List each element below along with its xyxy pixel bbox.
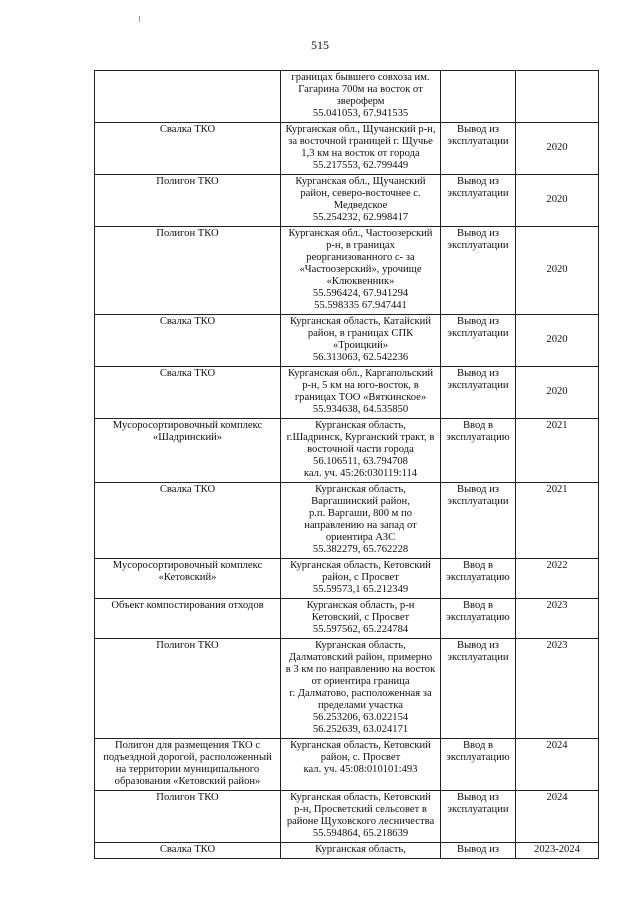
- facility-location: границах бывшего совхоза им. Гагарина 700м на восток от звероферм 55.041053, 67.941535: [281, 71, 441, 123]
- table-row: [95, 599, 599, 639]
- facility-name: Свалка ТКО: [95, 367, 281, 419]
- table-row: [95, 175, 599, 227]
- facility-action: Вывод из: [441, 843, 516, 859]
- facility-name: Полигон ТКО: [95, 639, 281, 739]
- facility-action: [441, 71, 516, 123]
- waste-facilities-table: [94, 70, 599, 859]
- table-row: [95, 559, 599, 599]
- facility-name: Свалка ТКО: [95, 315, 281, 367]
- facility-year: 2021: [516, 419, 599, 483]
- facility-name: Мусоросортировочный комплекс «Кетовский»: [95, 559, 281, 599]
- facility-name: Полигон для размещения ТКО с подъездной дорогой, расположенный на территории муниципального образования «Кетовский район»: [95, 739, 281, 791]
- facility-year: 2020: [516, 227, 599, 315]
- facility-location: Курганская область, г.Шадринск, Курганский тракт, в восточной части города 56.106511, 63.794708 кал. уч. 45:26:030119:114: [281, 419, 441, 483]
- table-row: [95, 791, 599, 843]
- facility-year: 2023: [516, 639, 599, 739]
- table-row: [95, 227, 599, 315]
- facility-action: Вывод из эксплуатации: [441, 483, 516, 559]
- facility-location: Курганская обл., Каргапольский р-н, 5 км на юго-восток, в границах ТОО «Вяткинское» 55.934638, 64.535850: [281, 367, 441, 419]
- facility-year: 2022: [516, 559, 599, 599]
- scan-mark: [139, 16, 140, 22]
- facility-name: Мусоросортировочный комплекс «Шадринский»: [95, 419, 281, 483]
- facility-action: Вывод из эксплуатации: [441, 315, 516, 367]
- facility-location: Курганская область, Далматовский район, примерно в 3 км по направлению на восток от ориентира граница г. Далматово, расположенная за пределами участка 56.253206, 63.022154 56.252639, 63.024171: [281, 639, 441, 739]
- table-row: [95, 123, 599, 175]
- facility-location: Курганская обл., Щучанский р-н, за восточной границей г. Щучье 1,3 км на восток от города 55.217553, 62.799449: [281, 123, 441, 175]
- facility-action: Вывод из эксплуатации: [441, 123, 516, 175]
- facility-action: Вывод из эксплуатации: [441, 175, 516, 227]
- facility-action: Ввод в эксплуатацию: [441, 419, 516, 483]
- facility-location: Курганская область, Варгашинский район, р.п. Варгаши, 800 м по направлению на запад от ориентира АЗС 55.382279, 65.762228: [281, 483, 441, 559]
- facility-action: Ввод в эксплуатацию: [441, 599, 516, 639]
- facility-location: Курганская область, Кетовский район, с Просвет 55.59573,1 65.212349: [281, 559, 441, 599]
- page-number: 515: [311, 38, 329, 52]
- table-row: [95, 419, 599, 483]
- facility-action: Ввод в эксплуатацию: [441, 559, 516, 599]
- facility-name: Свалка ТКО: [95, 483, 281, 559]
- facility-action: Вывод из эксплуатации: [441, 227, 516, 315]
- facility-location: Курганская обл., Частоозерский р-н, в границах реорганизованного с- за «Частоозерский», урочище «Клюквенник» 55.596424, 67.941294 55.598335 67.947441: [281, 227, 441, 315]
- facility-location: Курганская область,: [281, 843, 441, 859]
- table-row: [95, 739, 599, 791]
- facility-location: Курганская обл., Щучанский район, северо-восточнее с. Медведское 55.254232, 62.998417: [281, 175, 441, 227]
- table-row: [95, 367, 599, 419]
- facility-name: Объект компостирования отходов: [95, 599, 281, 639]
- facility-year: 2020: [516, 123, 599, 175]
- facility-year: 2020: [516, 315, 599, 367]
- facility-location: Курганская область, Кетовский р-н, Просветский сельсовет в районе Щуховского лесничества 55.594864, 65.218639: [281, 791, 441, 843]
- facility-action: Вывод из эксплуатации: [441, 639, 516, 739]
- facility-name: Полигон ТКО: [95, 791, 281, 843]
- table-row: [95, 71, 599, 123]
- facility-name: Полигон ТКО: [95, 175, 281, 227]
- facility-name: Полигон ТКО: [95, 227, 281, 315]
- facility-year: 2020: [516, 175, 599, 227]
- facility-year: 2023-2024: [516, 843, 599, 859]
- facility-year: 2024: [516, 739, 599, 791]
- facility-name: Свалка ТКО: [95, 123, 281, 175]
- facility-location: Курганская область, р-н Кетовский, с Просвет 55.597562, 65.224784: [281, 599, 441, 639]
- facility-year: 2020: [516, 367, 599, 419]
- table-row: [95, 483, 599, 559]
- facility-name: Свалка ТКО: [95, 843, 281, 859]
- facility-action: Ввод в эксплуатацию: [441, 739, 516, 791]
- facility-year: 2024: [516, 791, 599, 843]
- facility-year: 2021: [516, 483, 599, 559]
- table-row: [95, 639, 599, 739]
- facility-location: Курганская область, Катайский район, в границах СПК «Троицкий» 56.313063, 62.542236: [281, 315, 441, 367]
- facility-year: 2023: [516, 599, 599, 639]
- facility-year: [516, 71, 599, 123]
- table-row: [95, 315, 599, 367]
- facility-location: Курганская область, Кетовский район, с. Просвет кал. уч. 45:08:010101:493: [281, 739, 441, 791]
- facility-name: [95, 71, 281, 123]
- facility-action: Вывод из эксплуатации: [441, 367, 516, 419]
- facility-action: Вывод из эксплуатации: [441, 791, 516, 843]
- table-row: [95, 843, 599, 859]
